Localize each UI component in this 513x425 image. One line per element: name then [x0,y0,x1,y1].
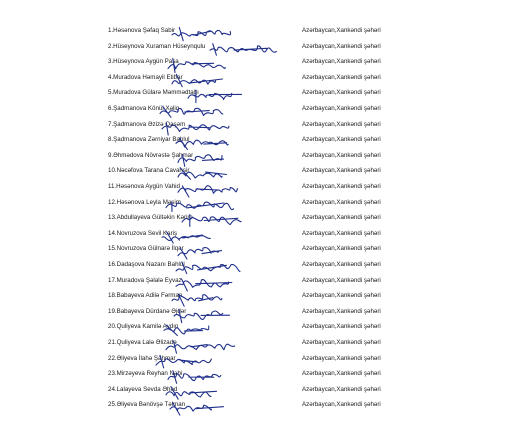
signatory-name: 4.Muradova Həmayil Etibar [108,73,183,81]
signatory-name: 22.Əliyeva İlahə Şahmar [108,354,176,362]
signatory-name: 17.Muradova Şəlalə Eyvaz [108,276,182,284]
signatory-name: 1.Həsənova Şəfaq Sabir [108,27,176,34]
location-text: Azərbaycan,Xankəndi şəhəri [302,339,381,346]
signatory-name: 7.Şadmanova Əzizə Qaşəm [108,120,186,128]
signatory-name: 6.Şadmanova Könül Xəliq [108,105,180,112]
location-text: Azərbaycan,Xankəndi şəhəri [302,229,381,237]
signatory-name: 15.Novruzova Gülnarə İlqar [108,245,184,253]
signatory-name: 19.Babayeva Dürdanə Əjdər [108,307,187,315]
location-text: Azərbaycan,Xankəndi şəhəri [302,58,381,66]
location-text: Azərbaycan,Xankəndi şəhəri [302,183,381,190]
signatory-name: 20.Quliyeva Kamilə Aydın [108,323,179,331]
signatory-name: 16.Dadaşova Nazanı Bahlul [108,261,185,268]
location-text: Azərbaycan,Xankəndi şəhəri [302,73,381,81]
signatory-name: 25.Əliyeva Bənövşə Təlman [108,401,186,409]
location-text: Azərbaycan,Xankəndi şəhəri [302,307,381,315]
location-text: Azərbaycan,Xankəndi şəhəri [302,323,381,331]
signatory-name: 13.Abdullayeva Gültəkin Kərim [108,214,193,222]
location-text: Azərbaycan,Xankəndi şəhəri [302,136,381,144]
list-item [0,398,513,416]
signatory-name: 14.Novruzova Sevil Kariş [108,229,178,237]
location-text: Azərbaycan,Xankəndi şəhəri [302,167,381,175]
location-text: Azərbaycan,Xankəndi şəhəri [302,401,381,409]
location-text: Azərbaycan,Xankəndi şəhəri [302,276,381,284]
signatory-name: 24.Lalayeva Sevda Əhəd [108,385,178,393]
signatory-name: 11.Həsənova Aygün Vahid [108,183,180,190]
signatory-name: 9.Əhmədova Növrəstə Şahmar [108,151,194,159]
signatory-name: 8.Şadmanova Zərniyar Bahlul [108,136,190,144]
signatory-name: 21.Quliyeva Lalə Əlizadə [108,339,177,346]
location-text: Azərbaycan,Xankəndi şəhəri [302,385,381,393]
signatory-name: 3.Hüseynova Aygün Paşa [108,58,179,66]
location-text: Azərbaycan,Xankəndi şəhəri [302,89,381,97]
location-text: Azərbaycan,Xankəndi şəhəri [302,370,381,378]
signatory-name: 2.Hüseynova Xuraman Hüseynqulu [108,42,206,50]
location-text: Azərbaycan,Xankəndi şəhəri [302,42,381,50]
signatory-name: 5.Muradova Gülarə Məmmədtağı [108,89,199,97]
location-text: Azərbaycan,Xankəndi şəhəri [302,151,381,159]
location-text: Azərbaycan,Xankəndi şəhəri [302,27,381,34]
signatory-name: 18.Babayeva Adilə Fərman [108,292,183,300]
location-text: Azərbaycan,Xankəndi şəhəri [302,198,381,206]
location-text: Azərbaycan,Xankəndi şəhəri [302,120,381,128]
location-text: Azərbaycan,Xankəndi şəhəri [302,261,381,268]
location-text: Azərbaycan,Xankəndi şəhəri [302,354,381,362]
location-text: Azərbaycan,Xankəndi şəhəri [302,214,381,222]
signatory-name: 12.Həsənova Leyla Məsim [108,198,181,206]
signatory-name: 23.Mirzəyeva Reyhan Nəbi [108,370,183,378]
location-text: Azərbaycan,Xankəndi şəhəri [302,292,381,300]
location-text: Azərbaycan,Xankəndi şəhəri [302,245,381,253]
handwritten-signature [168,398,238,416]
signatory-name: 10.Nəcəfova Tarana Cavanşir [108,167,190,175]
location-text: Azərbaycan,Xankəndi şəhəri [302,105,381,112]
